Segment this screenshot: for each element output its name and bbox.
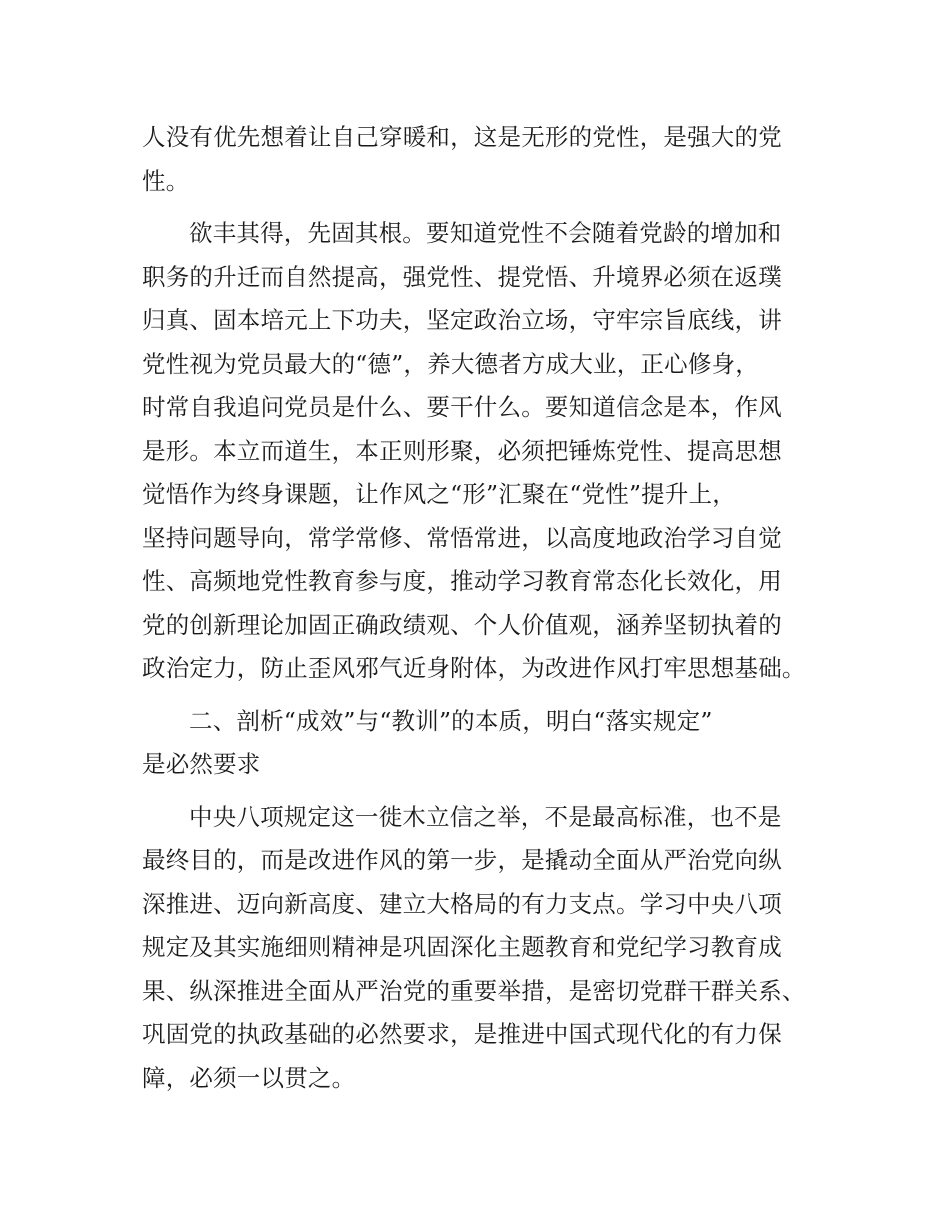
document-page — [142, 116, 822, 1100]
text-line: 坚持问题导向，常学常修、常悟常进，以高度地政治学习自觉 — [142, 523, 782, 552]
text-line: 性。 — [142, 166, 190, 195]
text-line: 是形。本立而道生，本正则形聚，必须把锤炼党性、提高思想 — [142, 436, 782, 465]
text-line: 人没有优先想着让自己穿暖和，这是无形的党性，是强大的党 — [142, 123, 782, 151]
section-heading — [142, 700, 822, 787]
text-line: 觉悟作为终身课题，让作风之“形”汇聚在“党性”提升上， — [142, 480, 736, 508]
paragraph-continuation — [142, 116, 822, 203]
paragraph-eight-rules — [142, 796, 822, 1101]
text-line: 职务的升迁而自然提高，强党性、提党悟、升境界必须在返璞 — [142, 262, 782, 291]
paragraph-party-spirit — [142, 212, 822, 691]
heading-line: 二、剖析“成效”与“教训”的本质，明白“落实规定” — [189, 706, 713, 735]
text-line: 政治定力，防止歪风邪气近身附体，为改进作风打牢思想基础。 — [142, 654, 806, 682]
text-line: 巩固党的执政基础的必然要求，是推进中国式现代化的有力保 — [142, 1020, 782, 1048]
text-line: 时常自我追问党员是什么、要干什么。要知道信念是本，作风 — [142, 393, 782, 421]
text-line: 最终目的，而是改进作风的第一步，是撬动全面从严治党向纵 — [142, 846, 782, 874]
text-line: 果、纵深推进全面从严治党的重要举措，是密切党群干群关系、 — [142, 976, 806, 1005]
text-line: 归真、固本培元上下功夫，坚定政治立场，守牢宗旨底线，讲 — [142, 306, 782, 334]
text-line: 欲丰其得，先固其根。要知道党性不会随着党龄的增加和 — [189, 219, 782, 247]
text-line: 障，必须一以贯之。 — [142, 1063, 356, 1092]
text-line: 深推进、迈向新高度、建立大格局的有力支点。学习中央八项 — [142, 889, 782, 918]
text-line: 中央八项规定这一徙木立信之举，不是最高标准，也不是 — [189, 802, 782, 831]
text-line: 规定及其实施细则精神是巩固深化主题教育和党纪学习教育成 — [142, 933, 782, 961]
text-line: 党的创新理论加固正确政绩观、个人价值观，涵养坚韧执着的 — [142, 610, 782, 639]
text-line: 性、高频地党性教育参与度，推动学习教育常态化长效化，用 — [142, 567, 782, 595]
text-line: 党性视为党员最大的“德”，养大德者方成大业，正心修身， — [142, 349, 759, 378]
heading-line: 是必然要求 — [142, 750, 261, 778]
